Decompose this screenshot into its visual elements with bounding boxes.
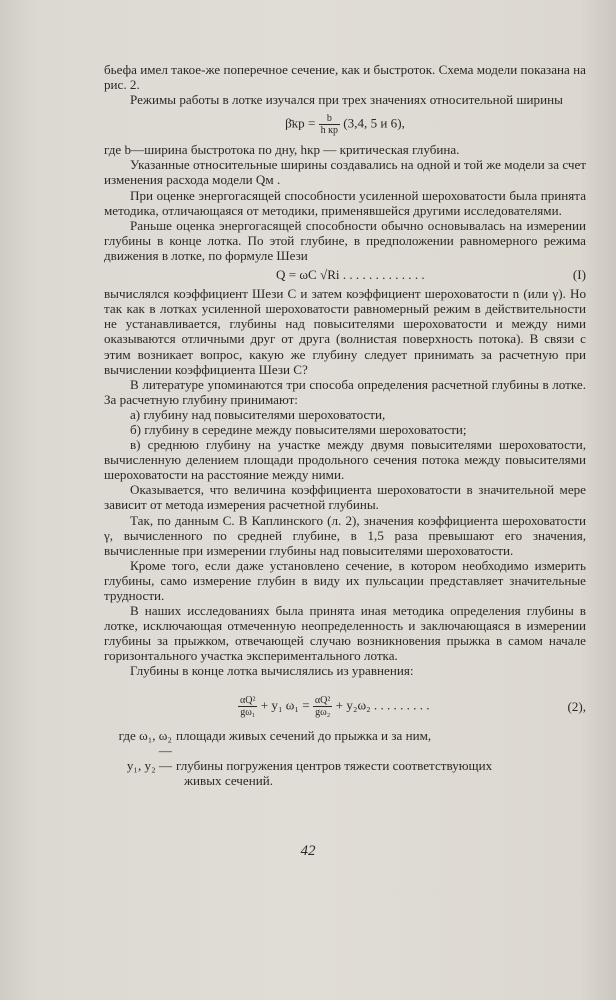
formula-text: Q = ωC √Ri . . . . . . . . . . . . . [276, 267, 425, 283]
fraction-numerator: αQ² [314, 694, 331, 706]
paragraph: Глубины в конце лотка вычислялись из уравнения: [130, 663, 414, 679]
paragraph: бьефа имел такое-же поперечное сечение, как и быстроток. Схема модели показана на рис. 2. [104, 62, 586, 93]
list-item: а) глубину над повысителями шероховатости, [130, 406, 386, 422]
fraction-denominator: h кр [320, 125, 339, 137]
list-item: в) среднюю глубину на участке между двумя повысителями шероховатости, вычисленную делением площади продольного сечения потока между повысителями шероховатости на расстояние между ними. [104, 437, 586, 483]
fraction-denominator: gω₂ [315, 706, 331, 718]
formula-number: (2), [567, 698, 586, 714]
fraction [319, 113, 340, 136]
formula-jump-equation [104, 695, 586, 718]
paragraph: Так, по данным С. В Каплинского (л. 2), значения коэффициента шероховатости γ, вычисленного по средней глубине, в 1,5 раза превышают его значения, вычисленные при измерении глубины над повысителями шероховатости. [104, 512, 586, 558]
definition-row [104, 728, 586, 758]
definition-row [104, 758, 586, 773]
definition-continuation: живых сечений. [184, 772, 274, 788]
paragraph: Кроме того, если даже установлено сечение, в котором необходимо измерить глубины, само измерение глубин в виду их пульсации представляет значительные трудности. [104, 557, 586, 603]
formula-text: + y₂ω₂ . . . . . . . . . [335, 697, 430, 713]
paragraph: Оказывается, что величина коэффициента шероховатости в значительной мере зависит от метода измерения расчетной глубины. [104, 482, 586, 513]
formula-text: (3,4, 5 и 6), [343, 115, 405, 131]
paragraph: Указанные относительные ширины создавались на одной и той же модели за счет изменения расхода модели Qм . [104, 157, 586, 188]
fraction-numerator: αQ² [240, 694, 256, 706]
paragraph: где b—ширина быстротока по дну, hкр — критическая глубина. [104, 142, 460, 158]
paragraph: В литературе упоминаются три способа определения расчетной глубины в лотке. За расчетную глубину принимают: [104, 376, 586, 407]
page-body [104, 62, 586, 788]
definitions [104, 728, 586, 788]
definition-label: y₁, y₂ — [126, 757, 172, 773]
list-item: б) глубину в середине между повысителями шероховатости; [130, 421, 467, 437]
page-number: 42 [300, 843, 316, 859]
paragraph: вычислялся коэффициент Шези С и затем коэффициент шероховатости n (или γ). Но так как в лотках усиленной шероховатости равномерный режим в действительности не устанавливается, глубины над повысителями шероховатости и между ними оказываются отличными друг от друга (волнистая поверхность потока). В связи с этим возникает вопрос, какую же глубину следует принимать за расчетную при вычислении коэффициента Шези С? [104, 286, 586, 377]
formula-body [104, 695, 567, 718]
fraction [313, 695, 332, 718]
fraction [238, 695, 257, 718]
formula-text: + y₁ ω₁ = [260, 697, 310, 713]
paragraph: При оценке энергогасящей способности усиленной шероховатости была принята методика, отличающаяся от методики, применявшейся другими исследователями. [104, 187, 586, 218]
fraction-denominator: gω₁ [240, 706, 256, 718]
paragraph: Режимы работы в лотке изучался при трех значениях относительной ширины [130, 92, 563, 108]
paragraph: Раньше оценка энергогасящей способности обычно основывалась на измерении глубины в конце лотка. По этой глубине, в предположении равномерного режима движения в лотке, по формуле Шези [104, 217, 586, 263]
formula-chezy [104, 267, 586, 282]
formula-text: β̄кр = [285, 115, 316, 131]
formula-number: (I) [572, 267, 586, 283]
definition-label: где ω₁, ω₂ — [118, 727, 172, 758]
definition-text: площади живых сечений до прыжка и за ним, [176, 727, 432, 743]
definition-text: глубины погружения центров тяжести соответствующих [176, 757, 493, 773]
paragraph: В наших исследованиях была принята иная методика определения глубины в лотке, исключающая отмеченную неопределенность и заключающаяся в измерении глубины за прыжком, отвечающей случаю возникновения прыжка в самом начале горизонтального участка экспериментального лотка. [104, 603, 586, 664]
formula-relative-width [104, 113, 586, 136]
fraction-numerator: b [319, 113, 340, 125]
